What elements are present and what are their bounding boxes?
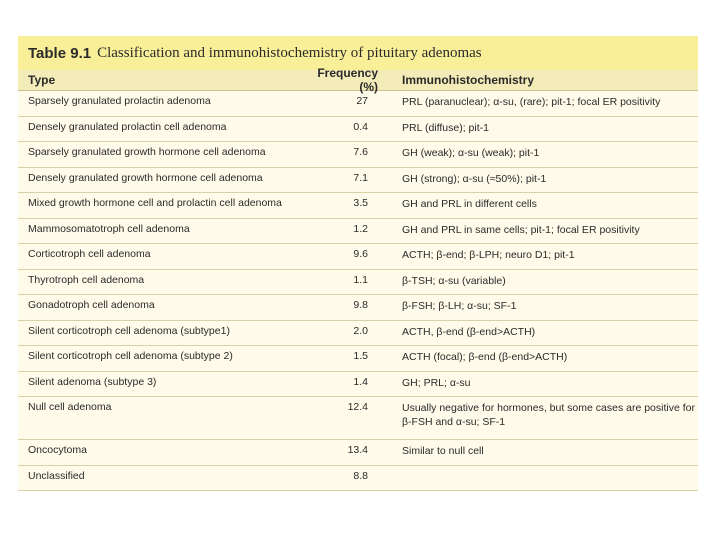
- header-ihc: Immunohistochemistry: [402, 72, 535, 87]
- cell-ihc: GH (strong); α-su (≈50%); pit-1: [402, 172, 547, 185]
- cell-type: Null cell adenoma: [28, 401, 112, 413]
- table-row: [18, 270, 698, 296]
- cell-type: Mixed growth hormone cell and prolactin cell adenoma: [28, 197, 282, 209]
- cell-type: Densely granulated growth hormone cell adenoma: [28, 171, 263, 184]
- cell-type: Sparsely granulated growth hormone cell adenoma: [28, 146, 266, 158]
- cell-ihc: PRL (diffuse); pit-1: [402, 121, 489, 134]
- cell-frequency: 0.4: [353, 120, 368, 133]
- cell-ihc: GH (weak); α-su (weak); pit-1: [402, 147, 540, 159]
- table-label: Table 9.1: [28, 44, 92, 62]
- table-card: [18, 36, 698, 491]
- table-header: [18, 66, 698, 94]
- cell-ihc: ACTH (focal); β-end (β-end>ACTH): [402, 351, 568, 363]
- table-row: [18, 372, 698, 398]
- cell-type: Mammosomatotroph cell adenoma: [28, 222, 190, 235]
- header-frequency: Frequency (%): [317, 66, 378, 94]
- table-row: [18, 168, 698, 194]
- cell-frequency: 12.4: [347, 401, 368, 413]
- cell-type: Densely granulated prolactin cell adenoma: [28, 120, 227, 133]
- cell-ihc: ACTH; β-end; β-LPH; neuro D1; pit-1: [402, 249, 575, 261]
- table-row: [18, 466, 698, 492]
- cell-type: Gonadotroph cell adenoma: [28, 299, 155, 311]
- cell-frequency: 13.4: [347, 444, 368, 456]
- cell-type: Silent adenoma (subtype 3): [28, 375, 157, 388]
- cell-type: Silent corticotroph cell adenoma (subtype 2): [28, 350, 233, 362]
- cell-type: Corticotroph cell adenoma: [28, 248, 151, 260]
- cell-frequency: 3.5: [353, 197, 368, 209]
- cell-frequency: 1.5: [353, 350, 368, 362]
- cell-frequency: 9.6: [353, 248, 368, 260]
- cell-type: Thyrotroph cell adenoma: [28, 273, 145, 286]
- table-row: [18, 142, 698, 168]
- cell-frequency: 1.4: [353, 375, 368, 388]
- table-row: [18, 117, 698, 143]
- cell-type: Silent corticotroph cell adenoma (subtype1): [28, 324, 230, 337]
- cell-frequency: 7.6: [353, 146, 368, 158]
- table-row: [18, 244, 698, 270]
- table-row: [18, 346, 698, 372]
- cell-frequency: 1.2: [353, 222, 368, 235]
- table-row: [18, 321, 698, 347]
- cell-frequency: 2.0: [353, 324, 368, 337]
- table-row: [18, 219, 698, 245]
- table-title: Classification and immunohistochemistry of pituitary adenomas: [97, 44, 482, 61]
- cell-frequency: 9.8: [353, 299, 368, 311]
- table-row: [18, 295, 698, 321]
- cell-ihc: β-TSH; α-su (variable): [402, 274, 506, 287]
- table-row: [18, 193, 698, 219]
- cell-frequency: 27: [356, 95, 368, 107]
- cell-type: Oncocytoma: [28, 444, 87, 456]
- cell-ihc: ACTH, β-end (β-end>ACTH): [402, 325, 536, 338]
- cell-ihc: β-FSH; β-LH; α-su; SF-1: [402, 300, 517, 312]
- cell-type: Sparsely granulated prolactin adenoma: [28, 95, 211, 107]
- table-title-bar: [18, 36, 698, 70]
- cell-frequency: 1.1: [353, 273, 368, 286]
- cell-ihc: Similar to null cell: [402, 445, 484, 457]
- cell-ihc: GH and PRL in different cells: [402, 198, 537, 210]
- cell-type: Unclassified: [28, 469, 85, 482]
- table-row: [18, 397, 698, 440]
- cell-ihc: Usually negative for hormones, but some cases are positive for β-FSH and α-su; SF-1: [402, 402, 695, 429]
- cell-ihc: PRL (paranuclear); α-su, (rare); pit-1; focal ER positivity: [402, 96, 661, 108]
- header-type: Type: [28, 73, 56, 87]
- cell-frequency: 7.1: [353, 171, 368, 184]
- cell-frequency: 8.8: [353, 469, 368, 482]
- table-row: [18, 440, 698, 466]
- cell-ihc: GH and PRL in same cells; pit-1; focal ER positivity: [402, 223, 640, 236]
- cell-ihc: GH; PRL; α-su: [402, 376, 471, 389]
- table-row: [18, 91, 698, 117]
